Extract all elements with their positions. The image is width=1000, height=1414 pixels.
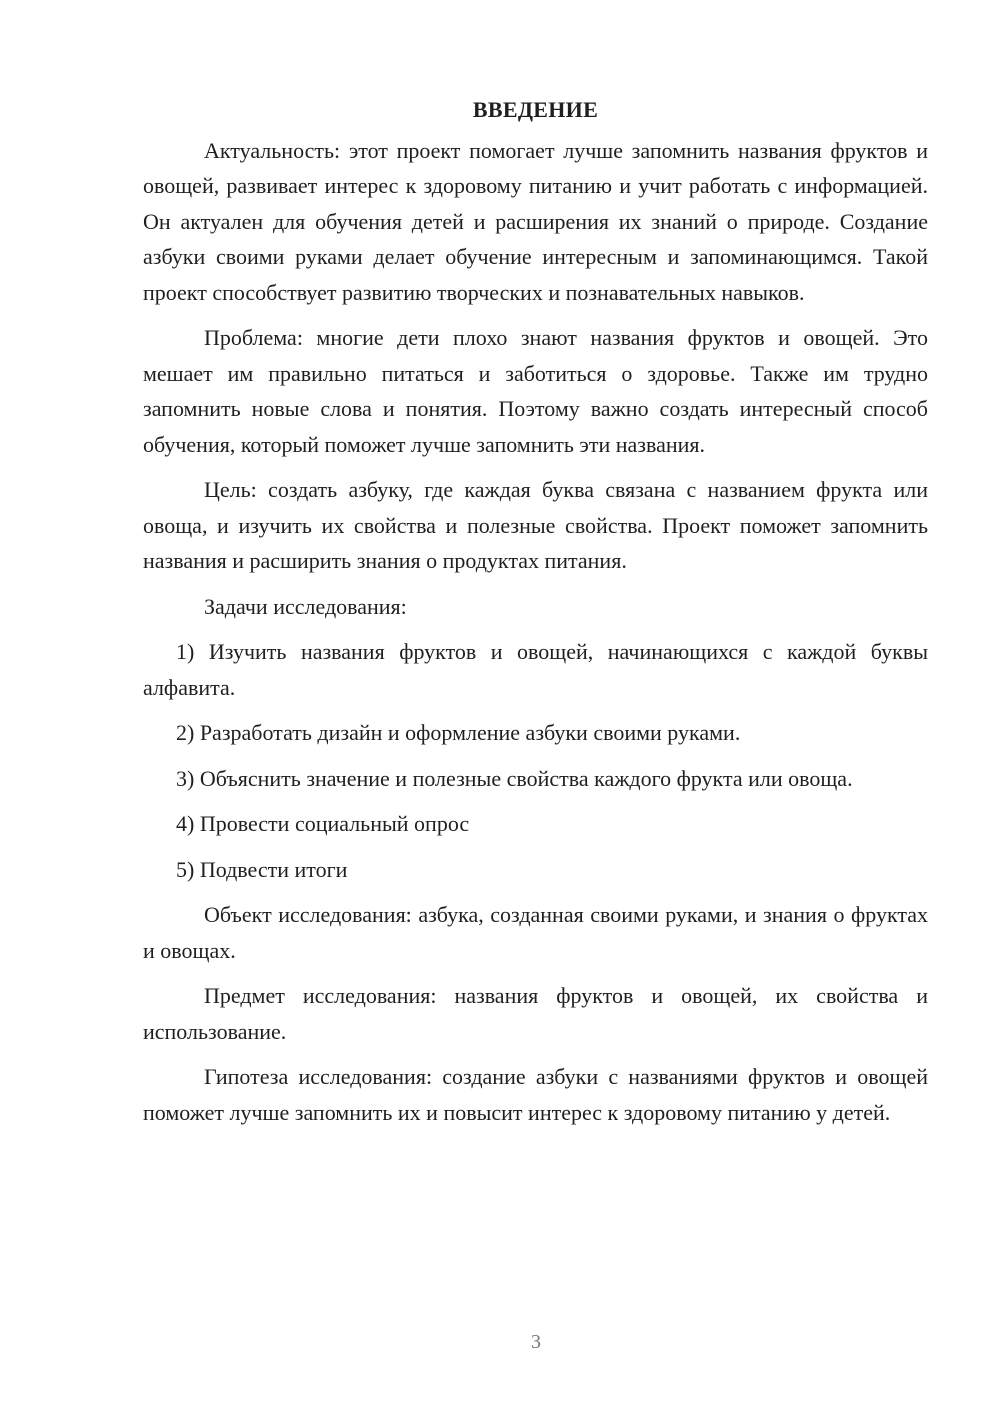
relevance-paragraph: Актуальность: этот проект помогает лучше запомнить названия фруктов и овощей, развивает интерес к здоровому питанию и учит работать с информацией. Он актуален для обучения детей и расширения их знаний о природе. Создание азбуки своими руками делает обучение интересным и запоминающимся. Такой проект способствует развитию творческих и познавательных навыков. bbox=[143, 137, 928, 305]
hypothesis-paragraph: Гипотеза исследования: создание азбуки с названиями фруктов и овощей поможет лучше запомнить их и повысит интерес к здоровому питанию у детей. bbox=[143, 1064, 928, 1125]
page-number: 3 bbox=[531, 1331, 541, 1353]
document-page bbox=[143, 92, 928, 1140]
task-item-4: 4) Провести социальный опрос bbox=[176, 811, 470, 836]
tasks-title: Задачи исследования: bbox=[204, 593, 407, 619]
task-item-1: 1) Изучить названия фруктов и овощей, начинающихся с каждой буквы алфавита. bbox=[143, 639, 928, 700]
goal-paragraph: Цель: создать азбуку, где каждая буква связана с названием фрукта или овоща, и изучить их свойства и полезные свойства. Проект поможет запомнить названия и расширить знания о продуктах питания. bbox=[143, 477, 928, 573]
object-paragraph: Объект исследования: азбука, созданная своими руками, и знания о фруктах и овощах. bbox=[143, 902, 928, 963]
task-item-2: 2) Разработать дизайн и оформление азбуки своими руками. bbox=[176, 720, 741, 745]
subject-paragraph: Предмет исследования: названия фруктов и овощей, их свойства и использование. bbox=[143, 983, 928, 1044]
task-item-3: 3) Объяснить значение и полезные свойства каждого фрукта или овоща. bbox=[176, 765, 853, 791]
problem-paragraph: Проблема: многие дети плохо знают названия фруктов и овощей. Это мешает им правильно питаться и заботиться о здоровье. Также им трудно запомнить новые слова и понятия. Поэтому важно создать интересный способ обучения, который поможет лучше запомнить эти названия. bbox=[143, 325, 928, 457]
task-item-5: 5) Подвести итоги bbox=[176, 856, 348, 882]
section-heading: ВВЕДЕНИЕ bbox=[472, 97, 599, 122]
